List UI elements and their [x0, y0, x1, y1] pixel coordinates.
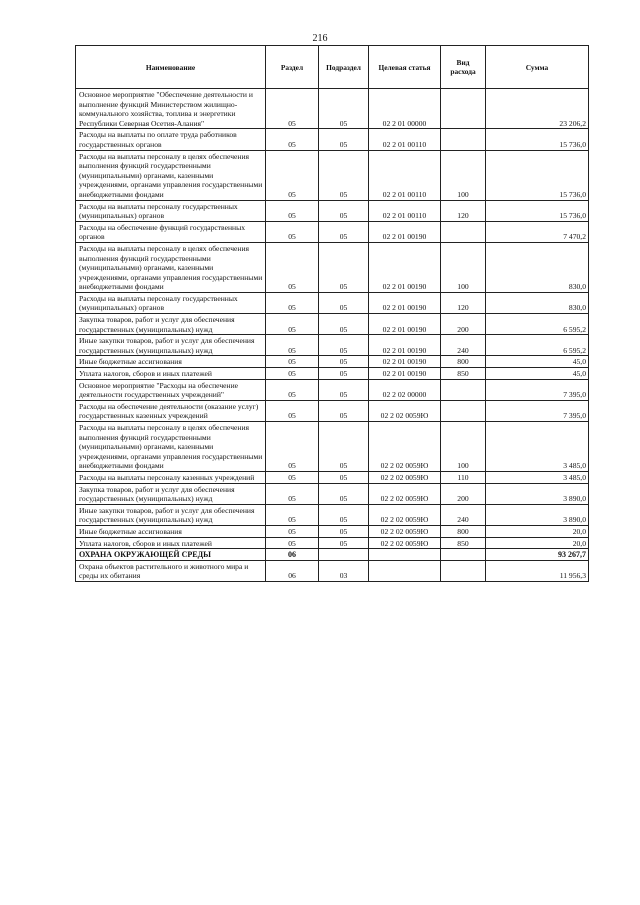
row-section-cell: 05 [266, 537, 319, 549]
table-row [76, 471, 589, 483]
row-target-cell: 02 2 01 00110 [369, 150, 441, 200]
row-sum-cell: 15 736,0 [486, 150, 589, 200]
row-sum-cell: 7 395,0 [486, 400, 589, 421]
row-section-cell: 05 [266, 483, 319, 504]
header-section: Раздел [266, 46, 319, 89]
row-type-cell [441, 400, 486, 421]
row-name-cell: Расходы на выплаты персоналу в целях обеспечения выполнения функций государственными (муниципальными) органами, казенными учреждениями, органами управления государственными внебюджетными фондами [76, 150, 266, 200]
table-row [76, 549, 589, 561]
table-row [76, 221, 589, 242]
row-subsection-cell: 05 [319, 400, 369, 421]
row-type-cell: 100 [441, 422, 486, 472]
row-section-cell: 05 [266, 292, 319, 313]
row-subsection-cell: 05 [319, 483, 369, 504]
row-target-cell: 02 2 02 0059Ю [369, 525, 441, 537]
row-name-cell: Иные закупки товаров, работ и услуг для обеспечения государственных (муниципальных) нужд [76, 335, 266, 356]
row-target-cell [369, 560, 441, 581]
row-section-cell: 05 [266, 129, 319, 150]
table-row [76, 129, 589, 150]
row-sum-cell: 93 267,7 [486, 549, 589, 561]
row-section-cell: 05 [266, 356, 319, 368]
row-name-cell: Расходы на обеспечение функций государственных органов [76, 221, 266, 242]
row-sum-cell: 45,0 [486, 368, 589, 380]
row-target-cell: 02 2 01 00190 [369, 221, 441, 242]
row-subsection-cell: 05 [319, 150, 369, 200]
row-sum-cell: 15 736,0 [486, 200, 589, 221]
row-sum-cell: 3 890,0 [486, 504, 589, 525]
row-subsection-cell: 05 [319, 129, 369, 150]
row-target-cell: 02 2 01 00190 [369, 242, 441, 292]
row-sum-cell: 6 595,2 [486, 314, 589, 335]
row-target-cell: 02 2 01 00190 [369, 335, 441, 356]
row-type-cell: 850 [441, 368, 486, 380]
row-sum-cell: 830,0 [486, 242, 589, 292]
row-name-cell: Основное мероприятие "Расходы на обеспечение деятельности государственных учреждений" [76, 379, 266, 400]
row-subsection-cell: 05 [319, 422, 369, 472]
row-target-cell: 02 2 02 0059Ю [369, 422, 441, 472]
row-section-cell: 05 [266, 504, 319, 525]
row-name-cell: Закупка товаров, работ и услуг для обеспечения государственных (муниципальных) нужд [76, 314, 266, 335]
row-type-cell: 850 [441, 537, 486, 549]
row-target-cell: 02 2 01 00110 [369, 129, 441, 150]
row-sum-cell: 20,0 [486, 537, 589, 549]
row-subsection-cell: 05 [319, 221, 369, 242]
table-row [76, 504, 589, 525]
row-sum-cell: 3 485,0 [486, 422, 589, 472]
row-type-cell: 240 [441, 504, 486, 525]
row-type-cell [441, 560, 486, 581]
row-type-cell [441, 221, 486, 242]
table-row [76, 314, 589, 335]
row-subsection-cell: 05 [319, 471, 369, 483]
row-section-cell: 05 [266, 242, 319, 292]
row-target-cell: 02 2 01 00190 [369, 356, 441, 368]
table-row [76, 400, 589, 421]
row-name-cell: Основное мероприятие "Обеспечение деятельности и выполнение функций Министерством жилищно-коммунального хозяйства, топлива и энергетики Республики Северная Осетия-Алания" [76, 89, 266, 129]
row-name-cell: Расходы на выплаты персоналу казенных учреждений [76, 471, 266, 483]
header-target-article: Целевая статья [369, 46, 441, 89]
row-name-cell: Иные бюджетные ассигнования [76, 525, 266, 537]
header-subsection: Подраздел [319, 46, 369, 89]
row-subsection-cell: 05 [319, 89, 369, 129]
row-target-cell: 02 2 02 0059Ю [369, 400, 441, 421]
table-header-row [76, 46, 589, 89]
row-type-cell [441, 549, 486, 561]
row-name-cell: Расходы на выплаты персоналу государственных (муниципальных) органов [76, 200, 266, 221]
row-name-cell: Расходы на выплаты персоналу в целях обеспечения выполнения функций государственными (муниципальными) органами, казенными учреждениями, органами управления государственными внебюджетными фондами [76, 242, 266, 292]
row-target-cell: 02 2 02 0059Ю [369, 504, 441, 525]
row-section-cell: 05 [266, 525, 319, 537]
row-target-cell [369, 549, 441, 561]
row-sum-cell: 23 206,2 [486, 89, 589, 129]
table-row [76, 89, 589, 129]
row-type-cell: 200 [441, 483, 486, 504]
row-type-cell: 200 [441, 314, 486, 335]
row-subsection-cell: 05 [319, 314, 369, 335]
row-target-cell: 02 2 02 0059Ю [369, 483, 441, 504]
row-sum-cell: 7 395,0 [486, 379, 589, 400]
row-section-cell: 05 [266, 335, 319, 356]
row-target-cell: 02 2 02 0059Ю [369, 537, 441, 549]
table-row [76, 335, 589, 356]
row-name-cell: Расходы на выплаты персоналу государственных (муниципальных) органов [76, 292, 266, 313]
row-sum-cell: 15 736,0 [486, 129, 589, 150]
table-row [76, 368, 589, 380]
row-section-cell: 05 [266, 150, 319, 200]
row-subsection-cell: 05 [319, 292, 369, 313]
row-section-cell: 05 [266, 200, 319, 221]
row-name-cell: Иные закупки товаров, работ и услуг для обеспечения государственных (муниципальных) нужд [76, 504, 266, 525]
row-type-cell: 120 [441, 292, 486, 313]
table-row [76, 560, 589, 581]
table-row [76, 379, 589, 400]
header-sum: Сумма [486, 46, 589, 89]
row-subsection-cell: 05 [319, 537, 369, 549]
row-target-cell: 02 2 01 00110 [369, 200, 441, 221]
header-name: Наименование [76, 46, 266, 89]
row-target-cell: 02 2 01 00190 [369, 292, 441, 313]
row-name-cell: Уплата налогов, сборов и иных платежей [76, 368, 266, 380]
table-row [76, 525, 589, 537]
row-target-cell: 02 2 01 00190 [369, 368, 441, 380]
row-name-cell: Расходы на выплаты персоналу в целях обеспечения выполнения функций государственными (муниципальными) органами, казенными учреждениями, органами управления государственными внебюджетными фондами [76, 422, 266, 472]
budget-table [75, 45, 589, 582]
row-sum-cell: 6 595,2 [486, 335, 589, 356]
table-row [76, 483, 589, 504]
row-subsection-cell: 05 [319, 525, 369, 537]
row-subsection-cell: 03 [319, 560, 369, 581]
row-subsection-cell: 05 [319, 200, 369, 221]
row-sum-cell: 830,0 [486, 292, 589, 313]
row-section-cell: 05 [266, 471, 319, 483]
row-section-cell: 05 [266, 400, 319, 421]
row-section-cell: 06 [266, 560, 319, 581]
row-type-cell: 800 [441, 356, 486, 368]
table-row [76, 242, 589, 292]
row-name-cell: Закупка товаров, работ и услуг для обеспечения государственных (муниципальных) нужд [76, 483, 266, 504]
row-section-cell: 05 [266, 89, 319, 129]
row-section-cell: 05 [266, 221, 319, 242]
row-name-cell: Иные бюджетные ассигнования [76, 356, 266, 368]
row-target-cell: 02 2 02 00000 [369, 379, 441, 400]
row-subsection-cell: 05 [319, 379, 369, 400]
table-row [76, 356, 589, 368]
row-subsection-cell [319, 549, 369, 561]
row-type-cell [441, 129, 486, 150]
row-name-cell: ОХРАНА ОКРУЖАЮЩЕЙ СРЕДЫ [76, 549, 266, 561]
row-name-cell: Охрана объектов растительного и животного мира и среды их обитания [76, 560, 266, 581]
row-type-cell: 800 [441, 525, 486, 537]
row-target-cell: 02 2 01 00190 [369, 314, 441, 335]
row-target-cell: 02 2 02 0059Ю [369, 471, 441, 483]
row-sum-cell: 20,0 [486, 525, 589, 537]
row-section-cell: 05 [266, 379, 319, 400]
row-type-cell: 120 [441, 200, 486, 221]
row-section-cell: 05 [266, 368, 319, 380]
row-subsection-cell: 05 [319, 504, 369, 525]
table-row [76, 422, 589, 472]
row-name-cell: Расходы на выплаты по оплате труда работников государственных органов [76, 129, 266, 150]
row-subsection-cell: 05 [319, 335, 369, 356]
row-type-cell: 100 [441, 150, 486, 200]
row-sum-cell: 3 485,0 [486, 471, 589, 483]
row-subsection-cell: 05 [319, 356, 369, 368]
row-section-cell: 06 [266, 549, 319, 561]
row-sum-cell: 7 470,2 [486, 221, 589, 242]
row-name-cell: Уплата налогов, сборов и иных платежей [76, 537, 266, 549]
page-number: 216 [312, 33, 328, 44]
row-target-cell: 02 2 01 00000 [369, 89, 441, 129]
table-row [76, 292, 589, 313]
row-section-cell: 05 [266, 422, 319, 472]
table-row [76, 150, 589, 200]
row-type-cell [441, 379, 486, 400]
row-section-cell: 05 [266, 314, 319, 335]
row-type-cell: 110 [441, 471, 486, 483]
header-expense-type: Вид расхода [441, 46, 486, 89]
row-type-cell [441, 89, 486, 129]
row-name-cell: Расходы на обеспечение деятельности (оказание услуг) государственных казенных учреждений [76, 400, 266, 421]
row-type-cell: 240 [441, 335, 486, 356]
table-row [76, 200, 589, 221]
table-row [76, 537, 589, 549]
row-sum-cell: 3 890,0 [486, 483, 589, 504]
row-subsection-cell: 05 [319, 242, 369, 292]
row-sum-cell: 45,0 [486, 356, 589, 368]
row-type-cell: 100 [441, 242, 486, 292]
row-subsection-cell: 05 [319, 368, 369, 380]
row-sum-cell: 11 956,3 [486, 560, 589, 581]
